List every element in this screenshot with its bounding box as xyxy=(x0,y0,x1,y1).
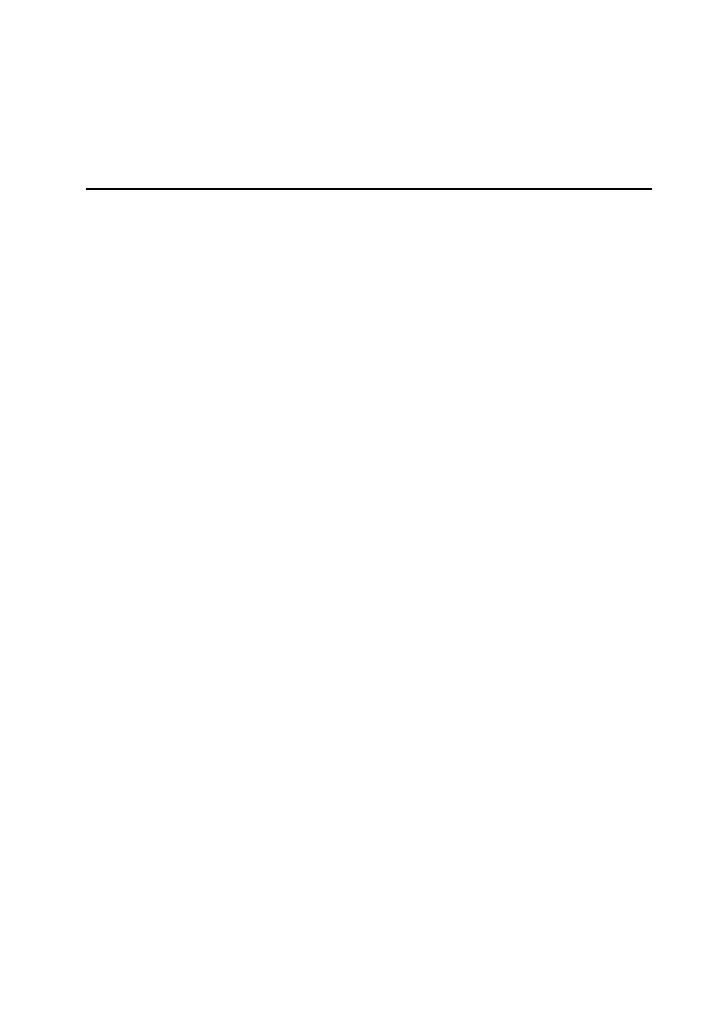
table-header-cell xyxy=(369,189,652,190)
section-b41-heading xyxy=(86,143,652,163)
section-b4-heading xyxy=(86,121,652,141)
document-body xyxy=(86,117,652,191)
table-header-row xyxy=(87,189,652,190)
table-header-cell xyxy=(87,189,370,190)
section-b42-heading xyxy=(86,165,652,185)
facility-table xyxy=(86,188,652,190)
